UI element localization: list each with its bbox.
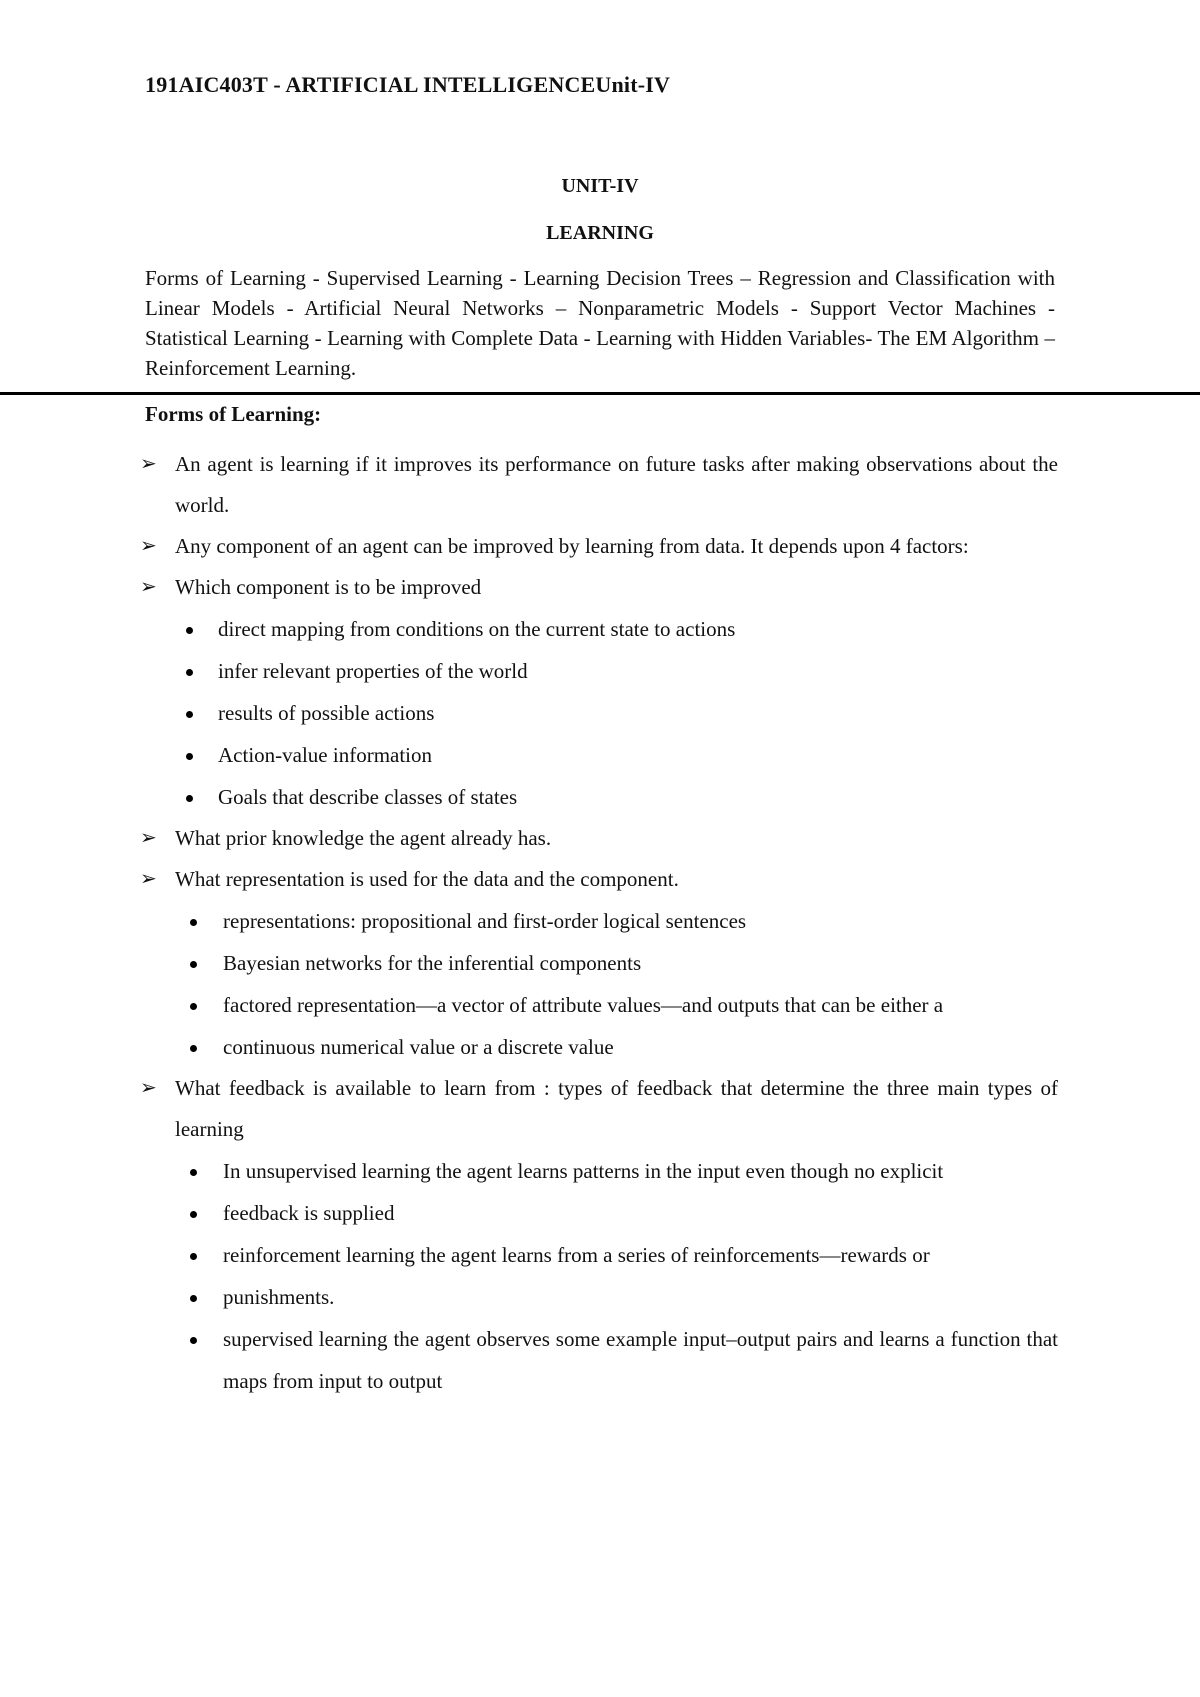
arrow-list-item xyxy=(140,526,1058,567)
bullet-list-item xyxy=(140,1192,1058,1234)
arrow-bullet-icon: ➢ xyxy=(140,827,157,849)
arrow-list-item xyxy=(140,1068,1058,1150)
bullet-dot-icon xyxy=(190,961,197,968)
arrow-list-item xyxy=(140,859,1058,900)
bullet-list-item xyxy=(140,1318,1058,1402)
bullet-list-item xyxy=(140,1026,1058,1068)
bullet-dot-icon xyxy=(190,919,197,926)
bullet-list-item xyxy=(140,900,1058,942)
arrow-list-item-text: What feedback is available to learn from : types of feedback that determine the three main types of learning xyxy=(175,1076,1058,1141)
horizontal-rule xyxy=(0,392,1200,395)
unit-title: UNIT-IV xyxy=(561,175,639,197)
bullet-list-item-text: punishments. xyxy=(223,1285,335,1309)
arrow-list-item-text: What prior knowledge the agent already has. xyxy=(175,826,552,850)
arrow-list-item xyxy=(140,444,1058,526)
bullet-list-item xyxy=(140,776,1058,818)
bullet-list-item xyxy=(140,984,1058,1026)
bullet-list-item xyxy=(140,1276,1058,1318)
arrow-list-item xyxy=(140,567,1058,608)
unit-subtitle: LEARNING xyxy=(546,222,654,244)
bullet-list-item-text: direct mapping from conditions on the current state to actions xyxy=(218,617,736,641)
bullet-dot-icon xyxy=(190,1003,197,1010)
bullet-list-item-text: supervised learning the agent observes some example input–output pairs and learns a function that maps from input to output xyxy=(223,1327,1058,1393)
bullet-dot-icon xyxy=(190,1295,197,1302)
bullet-list-item-text: Action-value information xyxy=(218,743,433,767)
bullet-dot-icon xyxy=(190,1211,197,1218)
arrow-bullet-icon: ➢ xyxy=(140,576,157,598)
arrow-list-item xyxy=(140,818,1058,859)
bullet-list-item xyxy=(140,734,1058,776)
arrow-bullet-icon: ➢ xyxy=(140,1077,157,1099)
bullet-list-item-text: infer relevant properties of the world xyxy=(218,659,528,683)
bullet-list-item xyxy=(140,1234,1058,1276)
section-content xyxy=(140,444,1058,1402)
section-heading: Forms of Learning: xyxy=(145,402,322,426)
arrow-list-item-text: An agent is learning if it improves its performance on future tasks after making observations about the world. xyxy=(175,452,1058,517)
bullet-list-item-text: reinforcement learning the agent learns from a series of reinforcements—rewards or xyxy=(223,1243,930,1267)
bullet-list-item-text: feedback is supplied xyxy=(223,1201,395,1225)
bullet-list-item xyxy=(140,608,1058,650)
bullet-dot-icon xyxy=(186,669,193,676)
arrow-bullet-icon: ➢ xyxy=(140,868,157,890)
bullet-list-item xyxy=(140,1150,1058,1192)
bullet-list-item-text: Bayesian networks for the inferential components xyxy=(223,951,642,975)
syllabus-paragraph: Forms of Learning - Supervised Learning - Learning Decision Trees – Regression and Classification with Linear Models - Artificial Neural Networks – Nonparametric Models - Support Vector Machines - Statistical Learning - Learning with Complete Data - Learning with Hidden Variables- The EM Algorithm – Reinforcement Learning. xyxy=(145,266,1055,380)
bullet-list-item-text: In unsupervised learning the agent learns patterns in the input even though no explicit xyxy=(223,1159,944,1183)
arrow-list-item-text: Any component of an agent can be improved by learning from data. It depends upon 4 factors: xyxy=(175,534,969,558)
bullet-list-item xyxy=(140,942,1058,984)
course-header: 191AIC403T - ARTIFICIAL INTELLIGENCEUnit-IV xyxy=(145,72,671,97)
bullet-list-item-text: Goals that describe classes of states xyxy=(218,785,518,809)
bullet-list-item-text: continuous numerical value or a discrete value xyxy=(223,1035,614,1059)
bullet-dot-icon xyxy=(186,753,193,760)
arrow-bullet-icon: ➢ xyxy=(140,535,157,557)
bullet-dot-icon xyxy=(186,795,193,802)
bullet-list-item xyxy=(140,692,1058,734)
arrow-bullet-icon: ➢ xyxy=(140,453,157,475)
bullet-dot-icon xyxy=(190,1045,197,1052)
bullet-dot-icon xyxy=(190,1253,197,1260)
arrow-list-item-text: What representation is used for the data and the component. xyxy=(175,867,679,891)
bullet-list-item-text: representations: propositional and first-order logical sentences xyxy=(223,909,747,933)
bullet-dot-icon xyxy=(186,627,193,634)
arrow-list-item-text: Which component is to be improved xyxy=(175,575,482,599)
bullet-dot-icon xyxy=(186,711,193,718)
bullet-list-item xyxy=(140,650,1058,692)
bullet-dot-icon xyxy=(190,1169,197,1176)
bullet-dot-icon xyxy=(190,1337,197,1344)
bullet-list-item-text: results of possible actions xyxy=(218,701,435,725)
bullet-list-item-text: factored representation—a vector of attribute values—and outputs that can be either a xyxy=(223,993,944,1017)
